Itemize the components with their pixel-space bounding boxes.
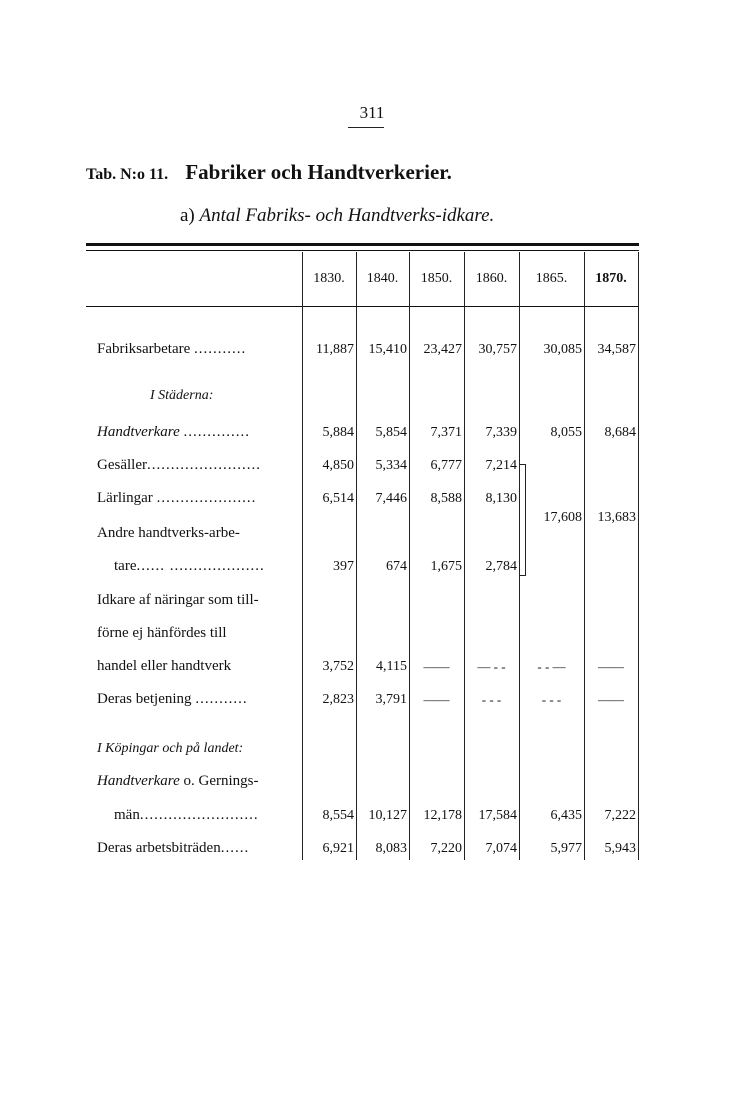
- cell: 5,884: [322, 425, 354, 440]
- cell: 7,220: [430, 841, 462, 856]
- cell: 34,587: [597, 342, 636, 357]
- cell-combined-1865: 17,608: [543, 510, 582, 525]
- cell-dash: - - —: [537, 659, 566, 674]
- cell: 11,887: [316, 342, 354, 357]
- row-label-betjening: Deras betjening ...........: [97, 691, 248, 707]
- cell: 4,115: [376, 659, 407, 674]
- cell: 7,339: [485, 425, 517, 440]
- table-title: [86, 160, 452, 185]
- row-label-larlingar: Lärlingar .....................: [97, 490, 257, 506]
- cell-dash: - - -: [541, 692, 562, 707]
- grouping-brace: [525, 464, 526, 576]
- cell-dash: - - -: [481, 692, 502, 707]
- cell: 3,752: [322, 659, 354, 674]
- cell: 5,854: [375, 425, 407, 440]
- cell: 8,588: [430, 491, 462, 506]
- cell: 8,554: [322, 808, 354, 823]
- cell: 2,784: [485, 559, 517, 574]
- section-header-staderna: I Städerna:: [150, 388, 214, 403]
- cell: 5,943: [604, 841, 636, 856]
- row-label-andre-line2: tare...... ....................: [114, 558, 265, 574]
- cell: 30,757: [478, 342, 517, 357]
- cell: 8,130: [485, 491, 517, 506]
- cell: 674: [386, 559, 407, 574]
- header-bottom-rule: [86, 306, 639, 307]
- cell: 6,435: [550, 808, 582, 823]
- cell: 6,514: [322, 491, 354, 506]
- cell: 3,791: [375, 692, 407, 707]
- table-top-rule: [86, 243, 639, 246]
- column-line: [638, 252, 639, 860]
- year-header: 1870.: [595, 271, 627, 286]
- cell: 30,085: [543, 342, 582, 357]
- row-label-handtverkare: Handtverkare ..............: [97, 424, 250, 440]
- brace-tick-bottom: [519, 575, 525, 576]
- table-top-rule-thin: [86, 250, 639, 251]
- cell: 8,083: [375, 841, 407, 856]
- page-number-rule: [348, 127, 384, 128]
- year-header: 1840.: [366, 271, 399, 286]
- row-label-idkare-line3: handel eller handtverk: [97, 658, 232, 674]
- year-header: 1865.: [535, 271, 568, 286]
- cell: 7,074: [485, 841, 517, 856]
- row-label-man: män.........................: [114, 807, 259, 823]
- cell: 8,055: [550, 425, 582, 440]
- cell-dash: — - -: [477, 659, 506, 674]
- cell: 23,427: [423, 342, 462, 357]
- cell: 4,850: [322, 458, 354, 473]
- cell: 8,684: [604, 425, 636, 440]
- cell-dash: ——: [423, 692, 450, 707]
- cell: 12,178: [423, 808, 462, 823]
- row-label-gesaller: Gesäller........................: [97, 457, 261, 473]
- row-label-fabriksarbetare: Fabriksarbetare ...........: [97, 341, 247, 357]
- subtitle-prefix: a): [180, 205, 195, 226]
- table-number: Tab. N:o 11.: [86, 166, 169, 183]
- cell-combined-1870: 13,683: [597, 510, 636, 525]
- table-subtitle: [180, 205, 494, 227]
- cell: 7,222: [604, 808, 636, 823]
- year-header: 1860.: [475, 271, 508, 286]
- cell: 5,977: [550, 841, 582, 856]
- cell: 5,334: [375, 458, 407, 473]
- cell: 15,410: [368, 342, 407, 357]
- cell-dash: ——: [598, 659, 624, 674]
- cell: 6,777: [430, 458, 462, 473]
- year-header: 1850.: [420, 271, 453, 286]
- cell: 7,446: [375, 491, 407, 506]
- cell: 10,127: [368, 808, 407, 823]
- row-label-andre-line1: Andre handtverks-arbe-: [97, 525, 240, 541]
- subtitle-text: Antal Fabriks- och Handtverks-idkare.: [199, 205, 495, 226]
- row-label-idkare-line2: förne ej hänfördes till: [97, 625, 227, 641]
- cell: 397: [333, 559, 354, 574]
- cell: 7,214: [485, 458, 517, 473]
- cell: 17,584: [478, 808, 517, 823]
- cell-dash: ——: [423, 659, 450, 674]
- row-label-kop-handtverkare: Handtverkare o. Gernings-: [97, 773, 259, 789]
- row-label-idkare-line1: Idkare af näringar som till-: [97, 592, 259, 608]
- cell: 1,675: [430, 559, 462, 574]
- row-label-arbetsbitraden: Deras arbetsbiträden......: [97, 840, 250, 856]
- cell-dash: ——: [598, 692, 624, 707]
- table-heading: Fabriker och Handtverkerier.: [185, 160, 452, 184]
- cell: 6,921: [322, 841, 354, 856]
- section-header-kopingar: I Köpingar och på landet:: [97, 741, 244, 756]
- cell: 7,371: [430, 425, 462, 440]
- year-header: 1830.: [313, 271, 345, 286]
- cell: 2,823: [322, 692, 354, 707]
- brace-tick-top: [519, 464, 525, 465]
- page-number: 311: [359, 103, 385, 122]
